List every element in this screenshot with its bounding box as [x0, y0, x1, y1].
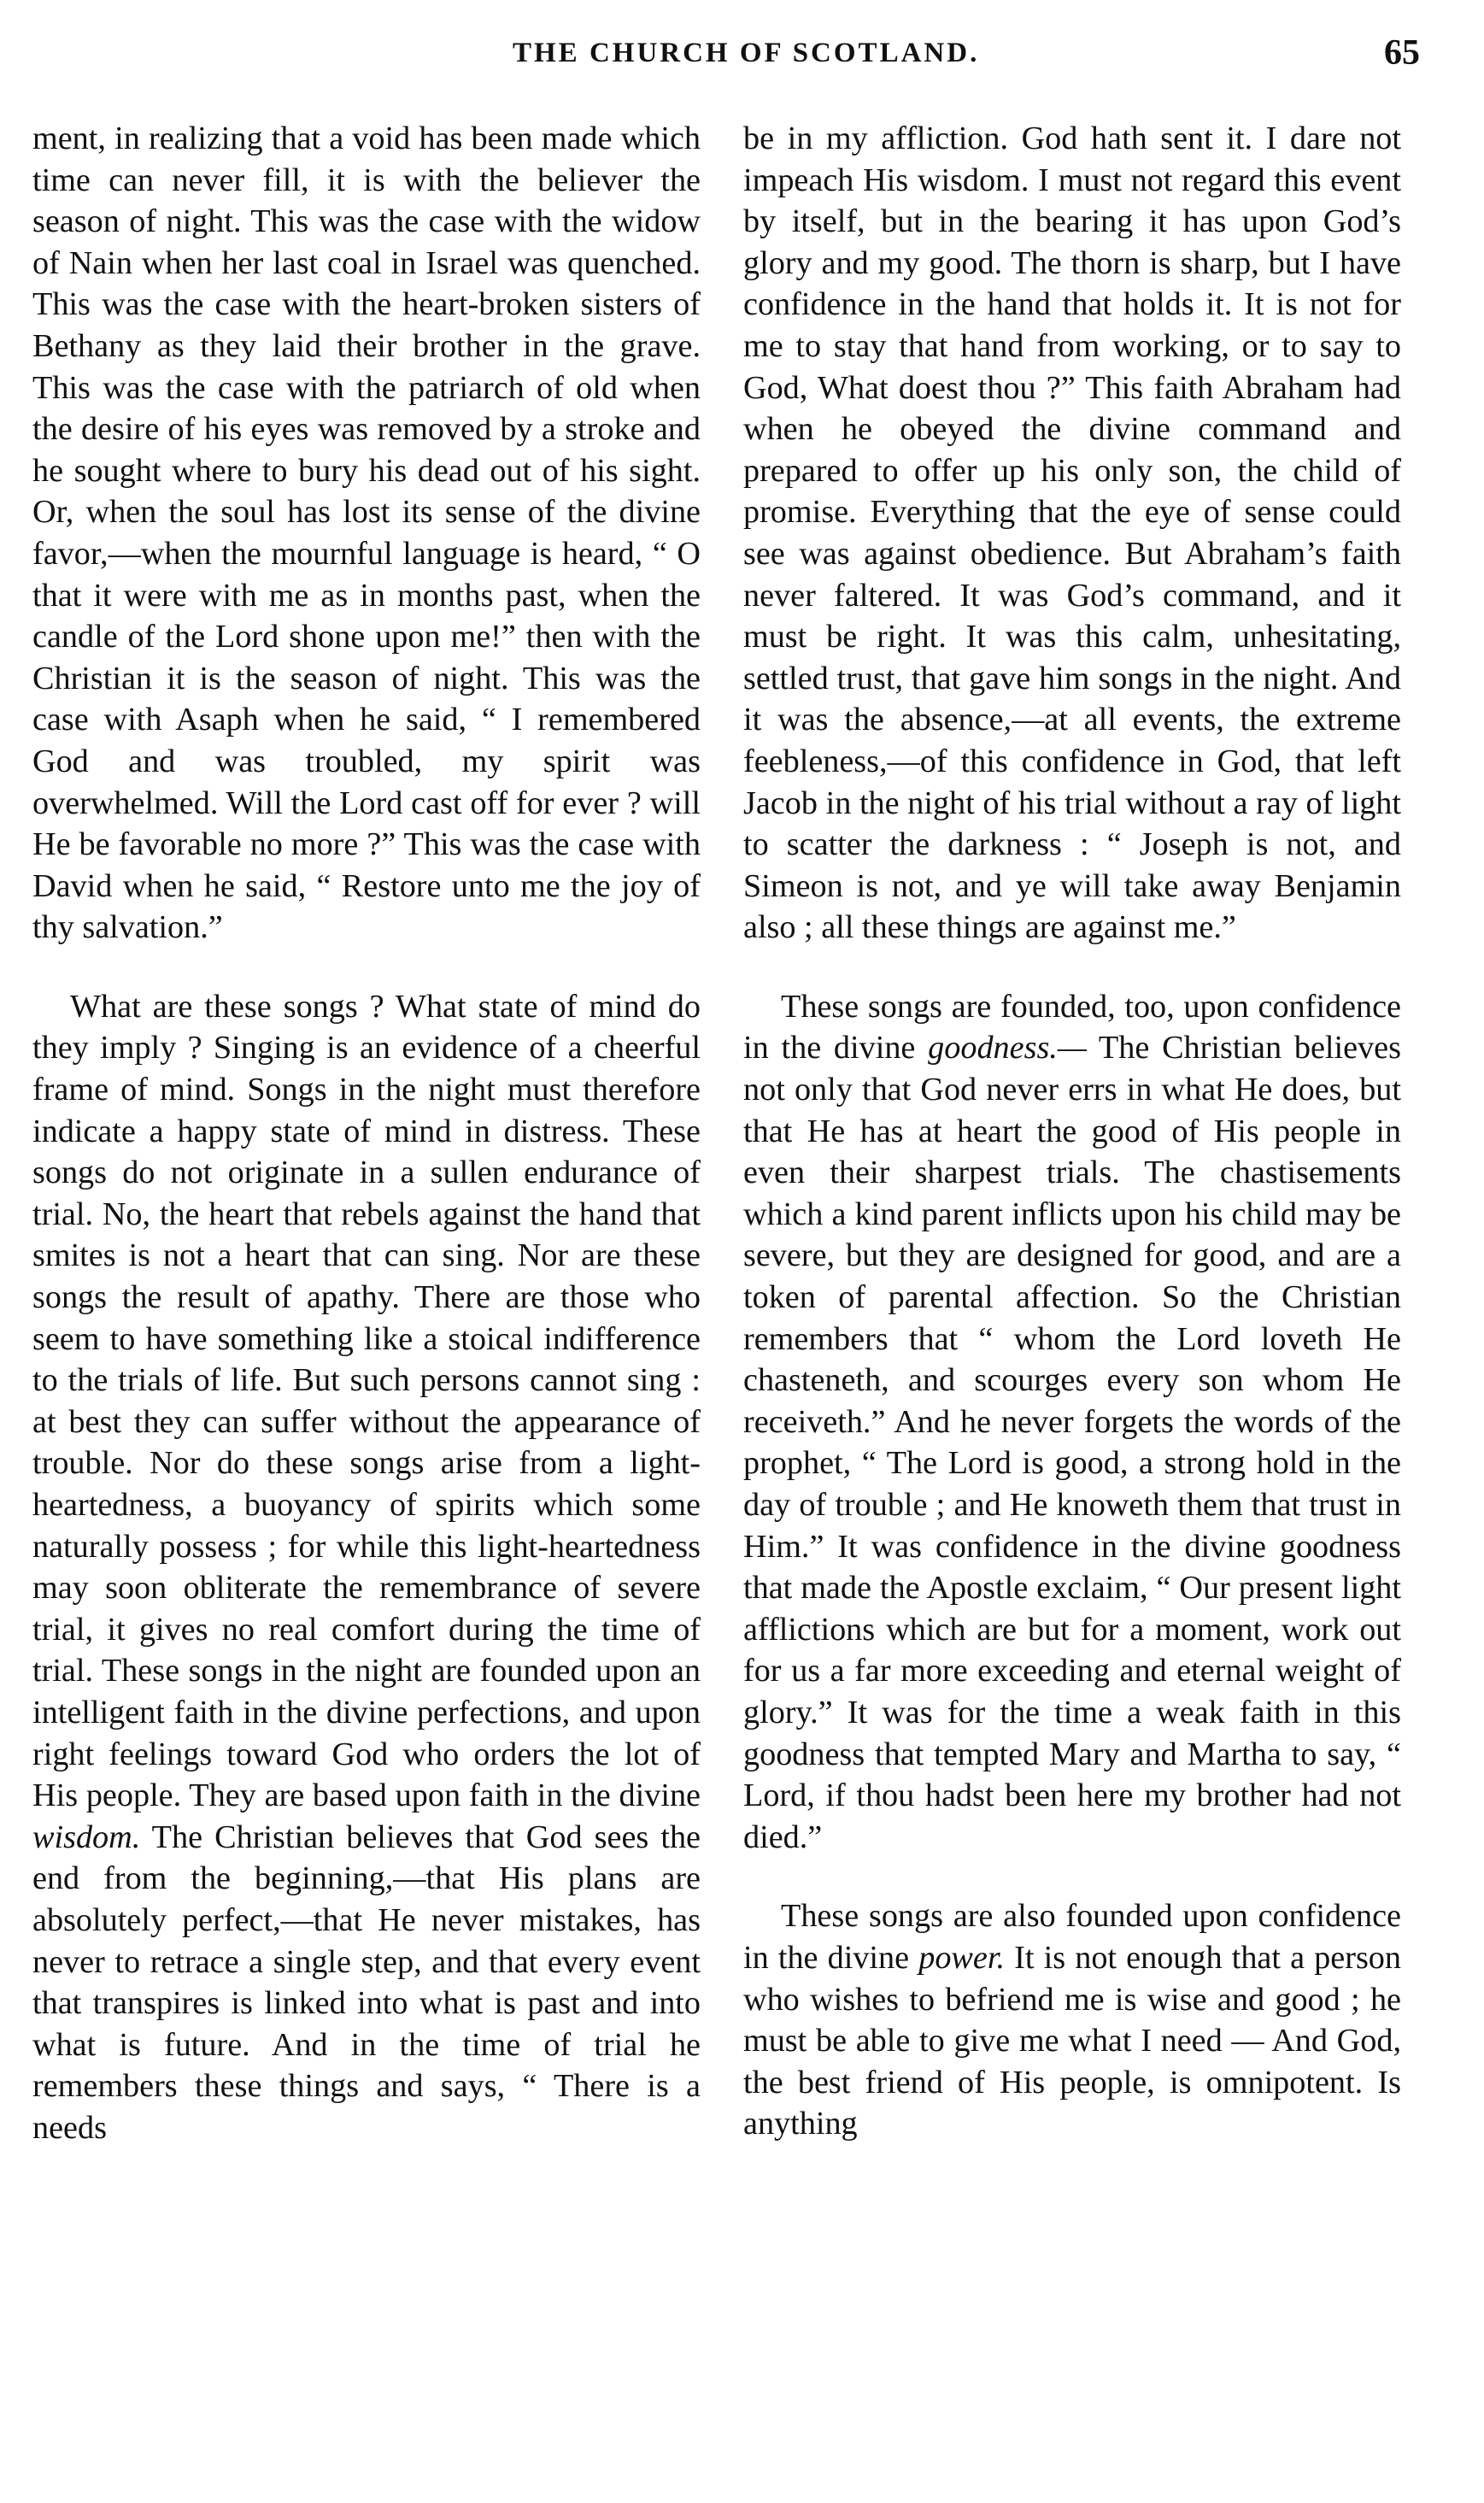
- paragraph-text: The Christian believes that God sees the end from the beginning,—that His plans are absolutely perfect,—that He never mistakes, has never to retrace a single step, and that every event that transpires is linked into what is past and into what is future. And in the time of trial he remembers these things and says, “ There is a needs: [32, 1818, 701, 2146]
- paragraph-text: The Christian believes not only that God never errs in what He does, but that He has at heart the good of His people in even their sharpest trials. The chastisements which a kind parent inflicts upon his child may be severe, but they are designed for good, and are a token of parental affection. So the Christian remembers that “ whom the Lord loveth He chasteneth, and scourges every son whom He receiveth.” And he never forgets the words of the prophet, “ The Lord is good, a strong hold in the day of trouble ; and He knoweth them that trust in Him.” It was confidence in the divine goodness that made the Apostle exclaim, “ Our present light afflictions which are but for a moment, work out for us a far more exceeding and eternal weight of glory.” It was for the time a weak faith in this goodness that tempted Mary and Martha to say, “ Lord, if thou hadst been here my brother had not died.”: [743, 1030, 1401, 1855]
- paragraph-text: ment, in realizing that a void has been made which time can never fill, it is with the believer the season of night. This was the case with the widow of Nain when her last coal in Israel was quenched. This was the case with the heart-broken sisters of Bethany as they laid their brother in the grave. This was the case with the patriarch of old when the desire of his eyes was removed by a stroke and he sought where to bury his dead out of his sight. Or, when the soul has lost its sense of the divine favor,—when the mournful language is heard, “ O that it were with me as in months past, when the candle of the Lord shone upon me!” then with the Christian it is the season of night. This was the case with Asaph when he said, “ I remembered God and was troubled, my spirit was overwhelmed. Will the Lord cast off for ever ? will He be favorable no more ?” This was the case with David when he said, “ Restore unto me the joy of thy salvation.”: [32, 120, 701, 946]
- paragraph-text: What are these songs ? What state of mind do they imply ? Singing is an evidence of a cheerful frame of mind. Songs in the night must therefore indicate a happy state of mind in distress. These songs do not originate in a sullen endurance of trial. No, the heart that rebels against the hand that smites is not a heart that can sing. Nor are these songs the result of apathy. There are those who seem to have something like a stoical indifference to the trials of life. But such persons cannot sing : at best they can suffer without the appearance of trouble. Nor do these songs arise from a light-heartedness, a buoyancy of spirits which some naturally possess ; for while this light-heartedness may soon obliterate the remembrance of severe trial, it gives no real comfort during the time of trial. These songs in the night are founded upon an intelligent faith in the divine perfections, and upon right feelings toward God who orders the lot of His people. They are based upon faith in the divine: [32, 988, 701, 1814]
- emphasis-power: power.: [918, 1939, 1006, 1976]
- running-head: THE CHURCH OF SCOTLAND.: [513, 38, 980, 68]
- paragraph-text: These songs are also founded upon confidence in the divine: [743, 1898, 1401, 1976]
- paragraph-text: These songs are founded, too, upon confidence in the divine: [743, 988, 1401, 1066]
- left-column: [32, 118, 701, 2477]
- paragraph-songs-state-of-mind: [32, 986, 701, 2149]
- emphasis-goodness: goodness.—: [928, 1030, 1087, 1066]
- paragraph-continued: [743, 118, 1401, 949]
- right-column: [743, 118, 1401, 2477]
- page-header: [34, 32, 1452, 84]
- emphasis-wisdom: wisdom.: [32, 1818, 141, 1855]
- paragraph-text: It is not enough that a person who wishes to befriend me is wise and good ; he must be able to give me what I need — And God, the best friend of His people, is omnipotent. Is anything: [743, 1939, 1401, 2142]
- page-number: 65: [1384, 33, 1420, 73]
- paragraph-divine-goodness: [743, 986, 1401, 1858]
- paragraph-divine-power: [743, 1895, 1401, 2145]
- paragraph-continued: [32, 118, 701, 949]
- paragraph-text: be in my affliction. God hath sent it. I dare not impeach His wisdom. I must not regard this event by itself, but in the bearing it has upon God’s glory and my good. The thorn is sharp, but I have confidence in the hand that holds it. It is not for me to stay that hand from working, or to say to God, What doest thou ?” This faith Abraham had when he obeyed the divine command and prepared to offer up his only son, the child of promise. Everything that the eye of sense could see was against obedience. But Abraham’s faith never faltered. It was God’s command, and it must be right. It was this calm, unhesitating, settled trust, that gave him songs in the night. And it was the absence,—at all events, the extreme feebleness,—of this confidence in God, that left Jacob in the night of his trial without a ray of light to scatter the darkness : “ Joseph is not, and Simeon is not, and ye will take away Benjamin also ; all these things are against me.”: [743, 120, 1401, 946]
